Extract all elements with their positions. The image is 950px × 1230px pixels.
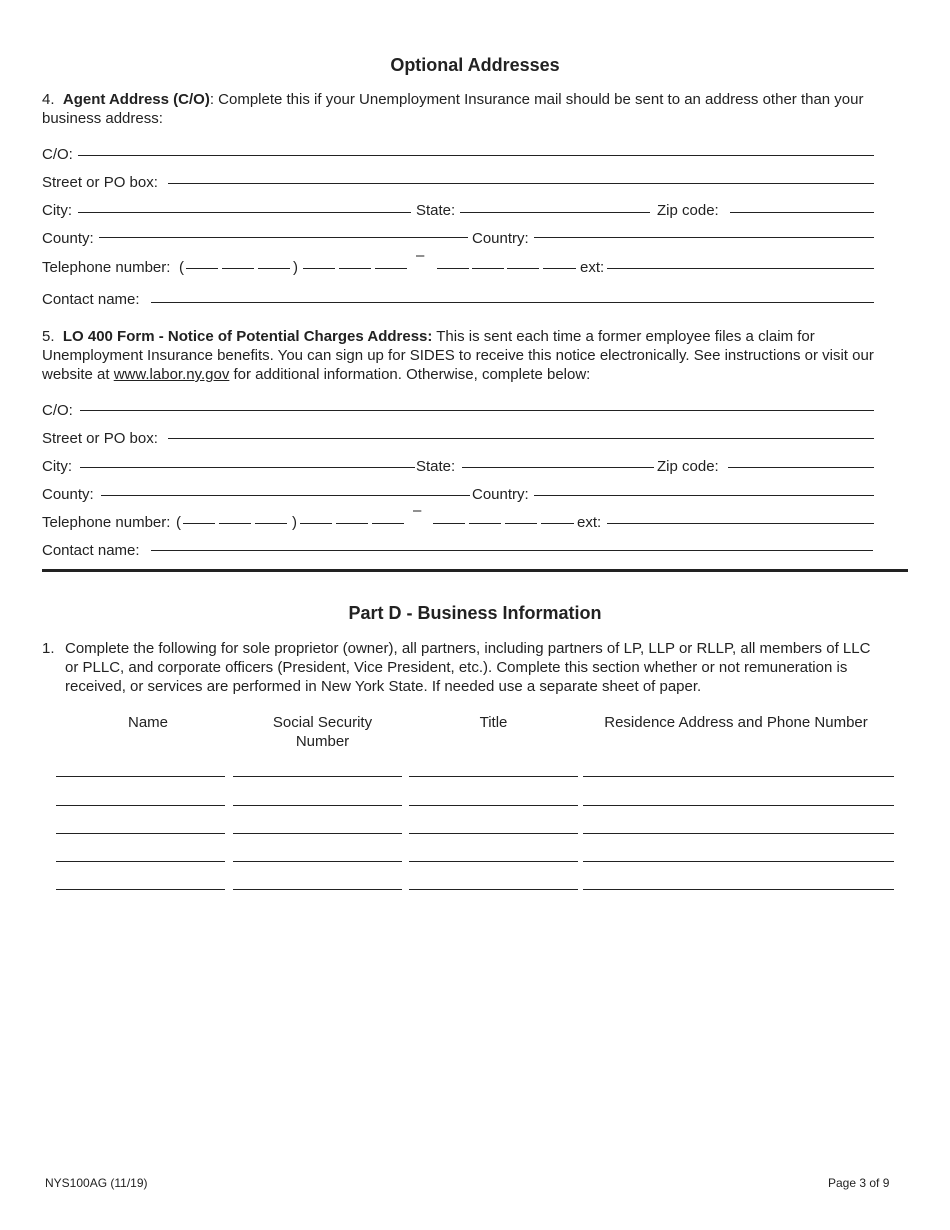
agent-county-label: County: bbox=[42, 230, 94, 247]
lo400-zip-field[interactable] bbox=[728, 467, 874, 468]
residence-cell[interactable] bbox=[583, 889, 894, 890]
lo400-phone-prefix-digit[interactable] bbox=[336, 523, 368, 524]
column-header-name: Name bbox=[127, 714, 168, 731]
ssn-cell[interactable] bbox=[233, 805, 402, 806]
residence-cell[interactable] bbox=[583, 776, 894, 777]
agent-phone-close-paren: ) bbox=[293, 259, 298, 276]
agent-country-label: Country: bbox=[472, 230, 529, 247]
lo400-area-code-digit[interactable] bbox=[219, 523, 251, 524]
lo400-contact-field[interactable] bbox=[151, 550, 873, 551]
form-id: NYS100AG (11/19) bbox=[45, 1176, 148, 1190]
agent-country-field[interactable] bbox=[534, 237, 874, 238]
labor-website-link[interactable]: www.labor.ny.gov bbox=[113, 366, 230, 383]
title-cell[interactable] bbox=[409, 861, 578, 862]
lo400-county-field[interactable] bbox=[101, 495, 470, 496]
question-4-text bbox=[42, 90, 892, 128]
agent-ext-label: ext: bbox=[580, 259, 605, 276]
title-cell[interactable] bbox=[409, 833, 578, 834]
lo400-county-label: County: bbox=[42, 486, 94, 503]
ssn-cell[interactable] bbox=[233, 861, 402, 862]
question-5-number: 5. bbox=[42, 328, 55, 345]
name-cell[interactable] bbox=[56, 805, 225, 806]
ssn-cell[interactable] bbox=[233, 889, 402, 890]
agent-area-code-digit[interactable] bbox=[222, 268, 254, 269]
section-divider bbox=[42, 569, 908, 572]
agent-area-code-digit[interactable] bbox=[186, 268, 218, 269]
name-cell[interactable] bbox=[56, 833, 225, 834]
question-4-number: 4. bbox=[42, 91, 55, 108]
lo400-street-field[interactable] bbox=[168, 438, 874, 439]
lo400-phone-prefix-digit[interactable] bbox=[372, 523, 404, 524]
title-cell[interactable] bbox=[409, 805, 578, 806]
column-header-residence: Residence Address and Phone Number bbox=[604, 714, 868, 731]
name-cell[interactable] bbox=[56, 776, 225, 777]
lo400-zip-label: Zip code: bbox=[657, 458, 719, 475]
lo400-phone-line-digit[interactable] bbox=[505, 523, 537, 524]
agent-phone-line-digit[interactable] bbox=[472, 268, 504, 269]
question-5-body: This is sent each time a former employee files a claim for Unemployment Insurance benefits. You can sign up for SIDES to receive this notice electronically. See instructions or visit our website at bbox=[42, 328, 874, 383]
agent-phone-prefix-digit[interactable] bbox=[339, 268, 371, 269]
agent-state-label: State: bbox=[416, 202, 456, 219]
agent-co-field[interactable] bbox=[78, 155, 874, 156]
agent-contact-field[interactable] bbox=[151, 302, 874, 303]
agent-city-label: City: bbox=[42, 202, 72, 219]
part-d-question-1-text: Complete the following for sole proprietor (owner), all partners, including partners of LP, LLP or RLLP, all members of LLC or PLLC, and corporate officers (President, Vice President, etc.). Complete this section whether or not remuneration is received, or services are performed in New York State. If needed use a separate sheet of paper. bbox=[65, 640, 871, 695]
agent-area-code-digit[interactable] bbox=[258, 268, 290, 269]
agent-phone-line-digit[interactable] bbox=[437, 268, 469, 269]
agent-phone-line-digit[interactable] bbox=[543, 268, 576, 269]
question-5-heading: LO 400 Form - Notice of Potential Charges Address: bbox=[62, 328, 433, 345]
agent-phone-hyphen: – bbox=[416, 247, 425, 264]
title-cell[interactable] bbox=[409, 889, 578, 890]
agent-ext-field[interactable] bbox=[607, 268, 874, 269]
agent-county-field[interactable] bbox=[99, 237, 468, 238]
lo400-city-field[interactable] bbox=[80, 467, 415, 468]
lo400-phone-open-paren: ( bbox=[176, 514, 181, 531]
agent-phone-prefix-digit[interactable] bbox=[375, 268, 407, 269]
agent-city-field[interactable] bbox=[78, 212, 411, 213]
lo400-area-code-digit[interactable] bbox=[255, 523, 287, 524]
lo400-co-label: C/O: bbox=[42, 402, 73, 419]
section-title-part-d: Part D - Business Information bbox=[348, 603, 602, 623]
residence-cell[interactable] bbox=[583, 833, 894, 834]
part-d-question-1-number: 1. bbox=[42, 640, 55, 657]
agent-co-label: C/O: bbox=[42, 146, 73, 163]
agent-street-label: Street or PO box: bbox=[42, 174, 158, 191]
lo400-street-label: Street or PO box: bbox=[42, 430, 158, 447]
residence-cell[interactable] bbox=[583, 805, 894, 806]
lo400-country-label: Country: bbox=[472, 486, 529, 503]
residence-cell[interactable] bbox=[583, 861, 894, 862]
column-header-ssn: Social Security Number bbox=[272, 714, 373, 750]
question-4-heading: Agent Address (C/O) bbox=[62, 91, 210, 108]
agent-phone-prefix-digit[interactable] bbox=[303, 268, 335, 269]
question-5-body-end: for additional information. Otherwise, complete below: bbox=[229, 366, 591, 383]
ssn-cell[interactable] bbox=[233, 776, 402, 777]
lo400-contact-label: Contact name: bbox=[42, 542, 140, 559]
agent-telephone-label: Telephone number: bbox=[42, 259, 171, 276]
lo400-ext-label: ext: bbox=[577, 514, 602, 531]
column-header-title: Title bbox=[479, 714, 508, 731]
lo400-country-field[interactable] bbox=[534, 495, 874, 496]
agent-phone-open-paren: ( bbox=[179, 259, 184, 276]
name-cell[interactable] bbox=[56, 861, 225, 862]
question-4-body: : Complete this if your Unemployment Insurance mail should be sent to an address other than your business address: bbox=[42, 91, 864, 127]
lo400-phone-line-digit[interactable] bbox=[469, 523, 501, 524]
question-5-text bbox=[42, 327, 892, 384]
title-cell[interactable] bbox=[409, 776, 578, 777]
section-title-optional-addresses: Optional Addresses bbox=[390, 55, 560, 75]
name-cell[interactable] bbox=[56, 889, 225, 890]
lo400-phone-prefix-digit[interactable] bbox=[300, 523, 332, 524]
lo400-phone-close-paren: ) bbox=[292, 514, 297, 531]
lo400-co-field[interactable] bbox=[80, 410, 874, 411]
agent-zip-label: Zip code: bbox=[657, 202, 719, 219]
agent-contact-label: Contact name: bbox=[42, 291, 140, 308]
agent-street-field[interactable] bbox=[168, 183, 874, 184]
lo400-phone-line-digit[interactable] bbox=[433, 523, 465, 524]
lo400-telephone-label: Telephone number: bbox=[42, 514, 171, 531]
ssn-cell[interactable] bbox=[233, 833, 402, 834]
lo400-ext-field[interactable] bbox=[607, 523, 874, 524]
agent-phone-line-digit[interactable] bbox=[507, 268, 539, 269]
lo400-city-label: City: bbox=[42, 458, 72, 475]
lo400-phone-hyphen: – bbox=[413, 502, 422, 519]
lo400-state-label: State: bbox=[416, 458, 456, 475]
lo400-state-field[interactable] bbox=[462, 467, 654, 468]
agent-state-field[interactable] bbox=[460, 212, 650, 213]
lo400-area-code-digit[interactable] bbox=[183, 523, 215, 524]
page-number: Page 3 of 9 bbox=[828, 1176, 890, 1190]
agent-zip-field[interactable] bbox=[730, 212, 874, 213]
lo400-phone-line-digit[interactable] bbox=[541, 523, 574, 524]
